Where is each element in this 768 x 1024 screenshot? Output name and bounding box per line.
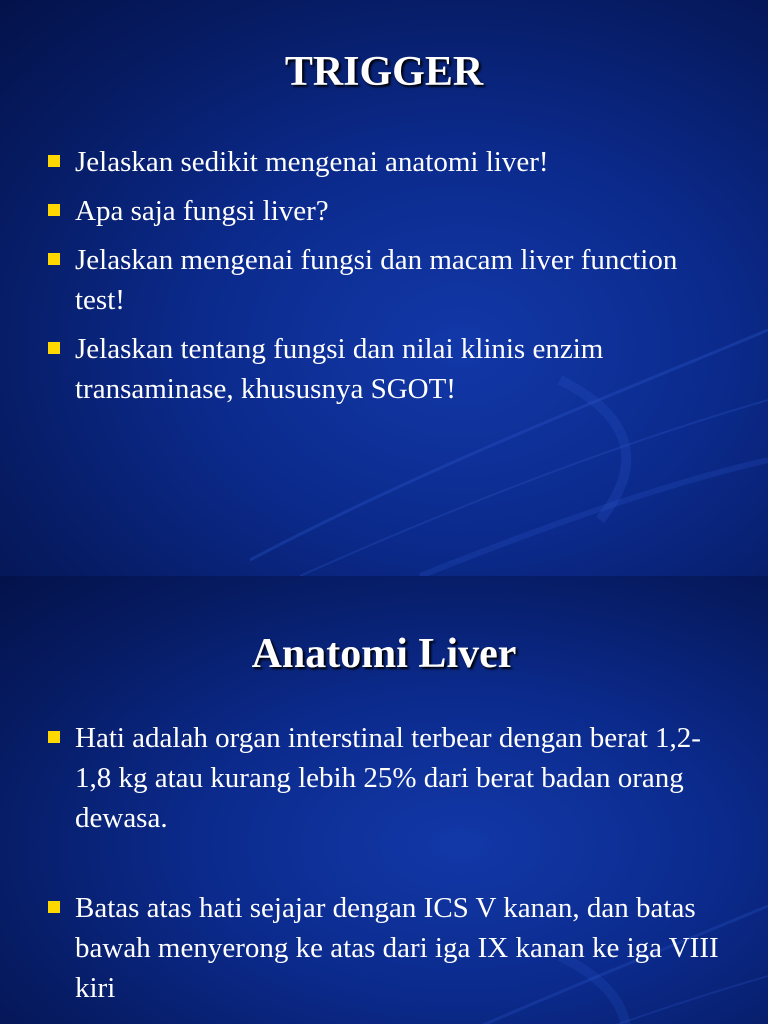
bullet-item (48, 888, 728, 1008)
square-bullet-icon (48, 342, 60, 354)
bullet-text: Jelaskan tentang fungsi dan nilai klinis enzim transaminase, khususnya SGOT! (75, 333, 604, 405)
bullet-item (48, 240, 728, 320)
bullet-text: Jelaskan sedikit mengenai anatomi liver! (75, 146, 549, 178)
bullet-item (48, 718, 728, 838)
slide-anatomi-liver (0, 576, 768, 1024)
square-bullet-icon (48, 204, 60, 216)
bullet-list (48, 142, 728, 418)
bullet-list (48, 718, 728, 1008)
slide-title: Anatomi Liver (251, 631, 517, 677)
square-bullet-icon (48, 155, 60, 167)
bullet-text: Apa saja fungsi liver? (75, 195, 329, 227)
slide-title: TRIGGER (284, 49, 484, 95)
bullet-text: Batas atas hati sejajar dengan ICS V kanan, dan batas bawah menyerong ke atas dari iga IX kanan ke iga VIII kiri (75, 892, 719, 1004)
bullet-item (48, 329, 728, 409)
bullet-text: Jelaskan mengenai fungsi dan macam liver function test! (75, 244, 678, 316)
square-bullet-icon (48, 253, 60, 265)
bullet-item (48, 142, 728, 182)
bullet-text: Hati adalah organ interstinal terbear dengan berat 1,2-1,8 kg atau kurang lebih 25% dari berat badan orang dewasa. (75, 722, 701, 834)
bullet-item (48, 191, 728, 231)
square-bullet-icon (48, 901, 60, 913)
square-bullet-icon (48, 731, 60, 743)
